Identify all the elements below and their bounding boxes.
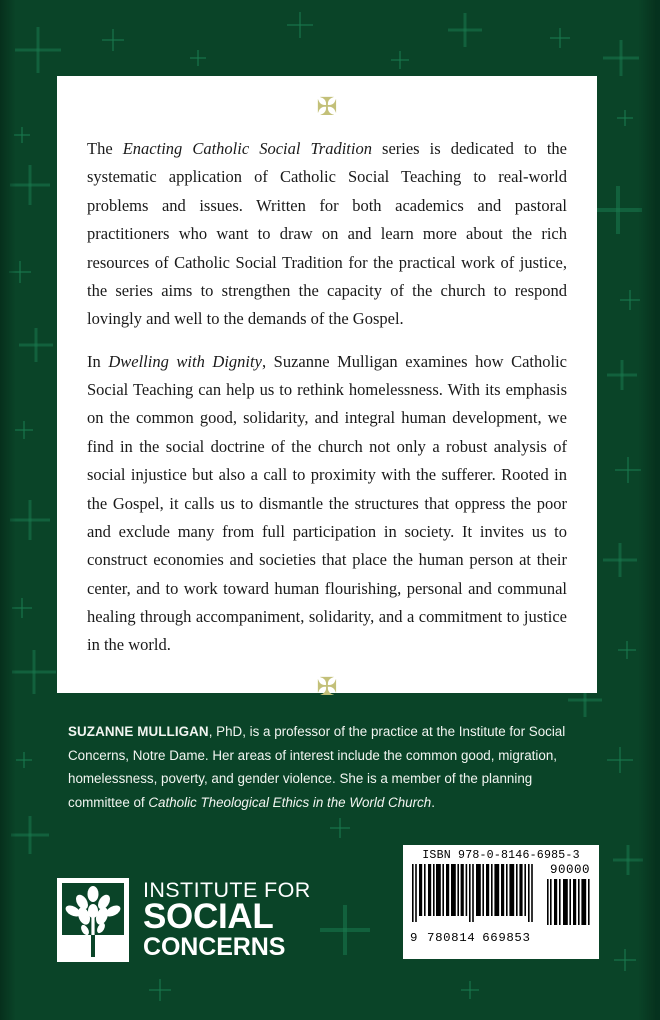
- ean-left-group: 780814: [427, 931, 476, 946]
- spine-shadow-left: [0, 0, 16, 1020]
- addon5-bars-svg: [546, 879, 590, 925]
- background-cross: [12, 650, 56, 694]
- background-cross: [620, 290, 640, 310]
- logo-line-concerns: CONCERNS: [143, 933, 286, 962]
- logo-line-institute-for: INSTITUTE FOR: [143, 878, 311, 903]
- author-bio: [68, 720, 580, 814]
- background-cross: [330, 818, 350, 838]
- background-cross: [603, 543, 637, 577]
- isbn-barcode: [403, 845, 599, 959]
- background-cross: [550, 28, 570, 48]
- book-blurb-body: , Suzanne Mulligan examines how Catholic Social Teaching can help us to rethink homelessness. With its emphasis on the common good, solidarity, and integral human development, we find in the social doctrine of the church not only a robust analysis of social injustice but also a call to proximity with the sufferer. Rooted in the Gospel, it calls us to dismantle the structures that oppress the poor and exclude many from full participation in society. It invites us to construct economies and societies that place the human person at their center, and to work toward human flourishing, personal and communal healing through accompaniment, solidarity, and a commitment to justice in the world.: [87, 351, 568, 655]
- background-cross: [594, 186, 642, 234]
- background-cross: [320, 905, 370, 955]
- maltese-cross-ornament-top: ✠: [316, 92, 338, 121]
- book-title: Dwelling with Dignity: [108, 351, 262, 371]
- background-cross: [607, 360, 637, 390]
- background-cross: [11, 816, 49, 854]
- series-blurb-paragraph: [87, 135, 567, 334]
- background-cross: [102, 29, 124, 51]
- ean-right-group: 669853: [482, 931, 531, 946]
- tree-lotus-mark-icon: [57, 878, 129, 962]
- background-cross: [618, 641, 636, 659]
- background-cross: [19, 328, 53, 362]
- background-cross: [461, 981, 479, 999]
- background-cross: [617, 110, 633, 126]
- background-cross: [15, 421, 33, 439]
- author-bio-text: , PhD, is a professor of the practice at the Institute for Social Concerns, Notre Dame. Her areas of interest include the common good, migration, homelessness, poverty, and gender violence. She is a member of the planning committee of: [68, 724, 566, 810]
- cover-edge-right: [655, 0, 660, 1020]
- background-cross: [16, 752, 32, 768]
- price-addon-number: 90000: [549, 863, 590, 878]
- book-blurb-paragraph: [87, 348, 567, 660]
- author-bio-text-end: .: [431, 794, 435, 810]
- background-cross: [190, 50, 206, 66]
- background-cross: [287, 12, 313, 38]
- series-title: Enacting Catholic Social Tradition: [122, 139, 372, 158]
- ean13-bars: [410, 864, 538, 944]
- background-cross: [149, 979, 171, 1001]
- isbn-number-text: ISBN 978-0-8146-6985-3: [422, 849, 580, 862]
- barcode-bars-row: [410, 864, 592, 955]
- author-bio-italic-title: Catholic Theological Ethics in the World Church: [148, 794, 432, 810]
- series-blurb-lead: The: [87, 139, 123, 158]
- logo-line-social: SOCIAL: [143, 897, 274, 937]
- background-cross: [448, 13, 482, 47]
- book-blurb-lead: In: [87, 351, 109, 371]
- publisher-logo-wordmark: [143, 878, 311, 962]
- maltese-cross-ornament-bottom: ✠: [316, 671, 338, 701]
- background-cross: [10, 165, 50, 205]
- publisher-logo: [57, 878, 311, 962]
- blurb-panel: [57, 76, 597, 701]
- series-blurb-body: series is dedicated to the systematic application of Catholic Social Teaching to real-world problems and issues. Written for both academics and pastoral practitioners who want to draw on and learn more about the rich resources of Catholic Social Tradition for the practical work of justice, the series aims to strengthen the capacity of the church to respond lovingly and well to the demands of the Gospel.: [87, 139, 568, 329]
- ean13-digits: [410, 932, 538, 944]
- price-addon: [546, 864, 590, 925]
- ean-lead-digit: 9: [410, 931, 419, 946]
- background-cross: [603, 40, 639, 76]
- background-cross: [15, 27, 61, 73]
- background-cross: [607, 747, 633, 773]
- background-cross: [14, 127, 30, 143]
- background-cross: [614, 949, 636, 971]
- author-name: SUZANNE MULLIGAN: [68, 724, 209, 739]
- background-cross: [10, 500, 50, 540]
- background-cross: [391, 51, 409, 69]
- ean13-bars-svg: [410, 864, 538, 926]
